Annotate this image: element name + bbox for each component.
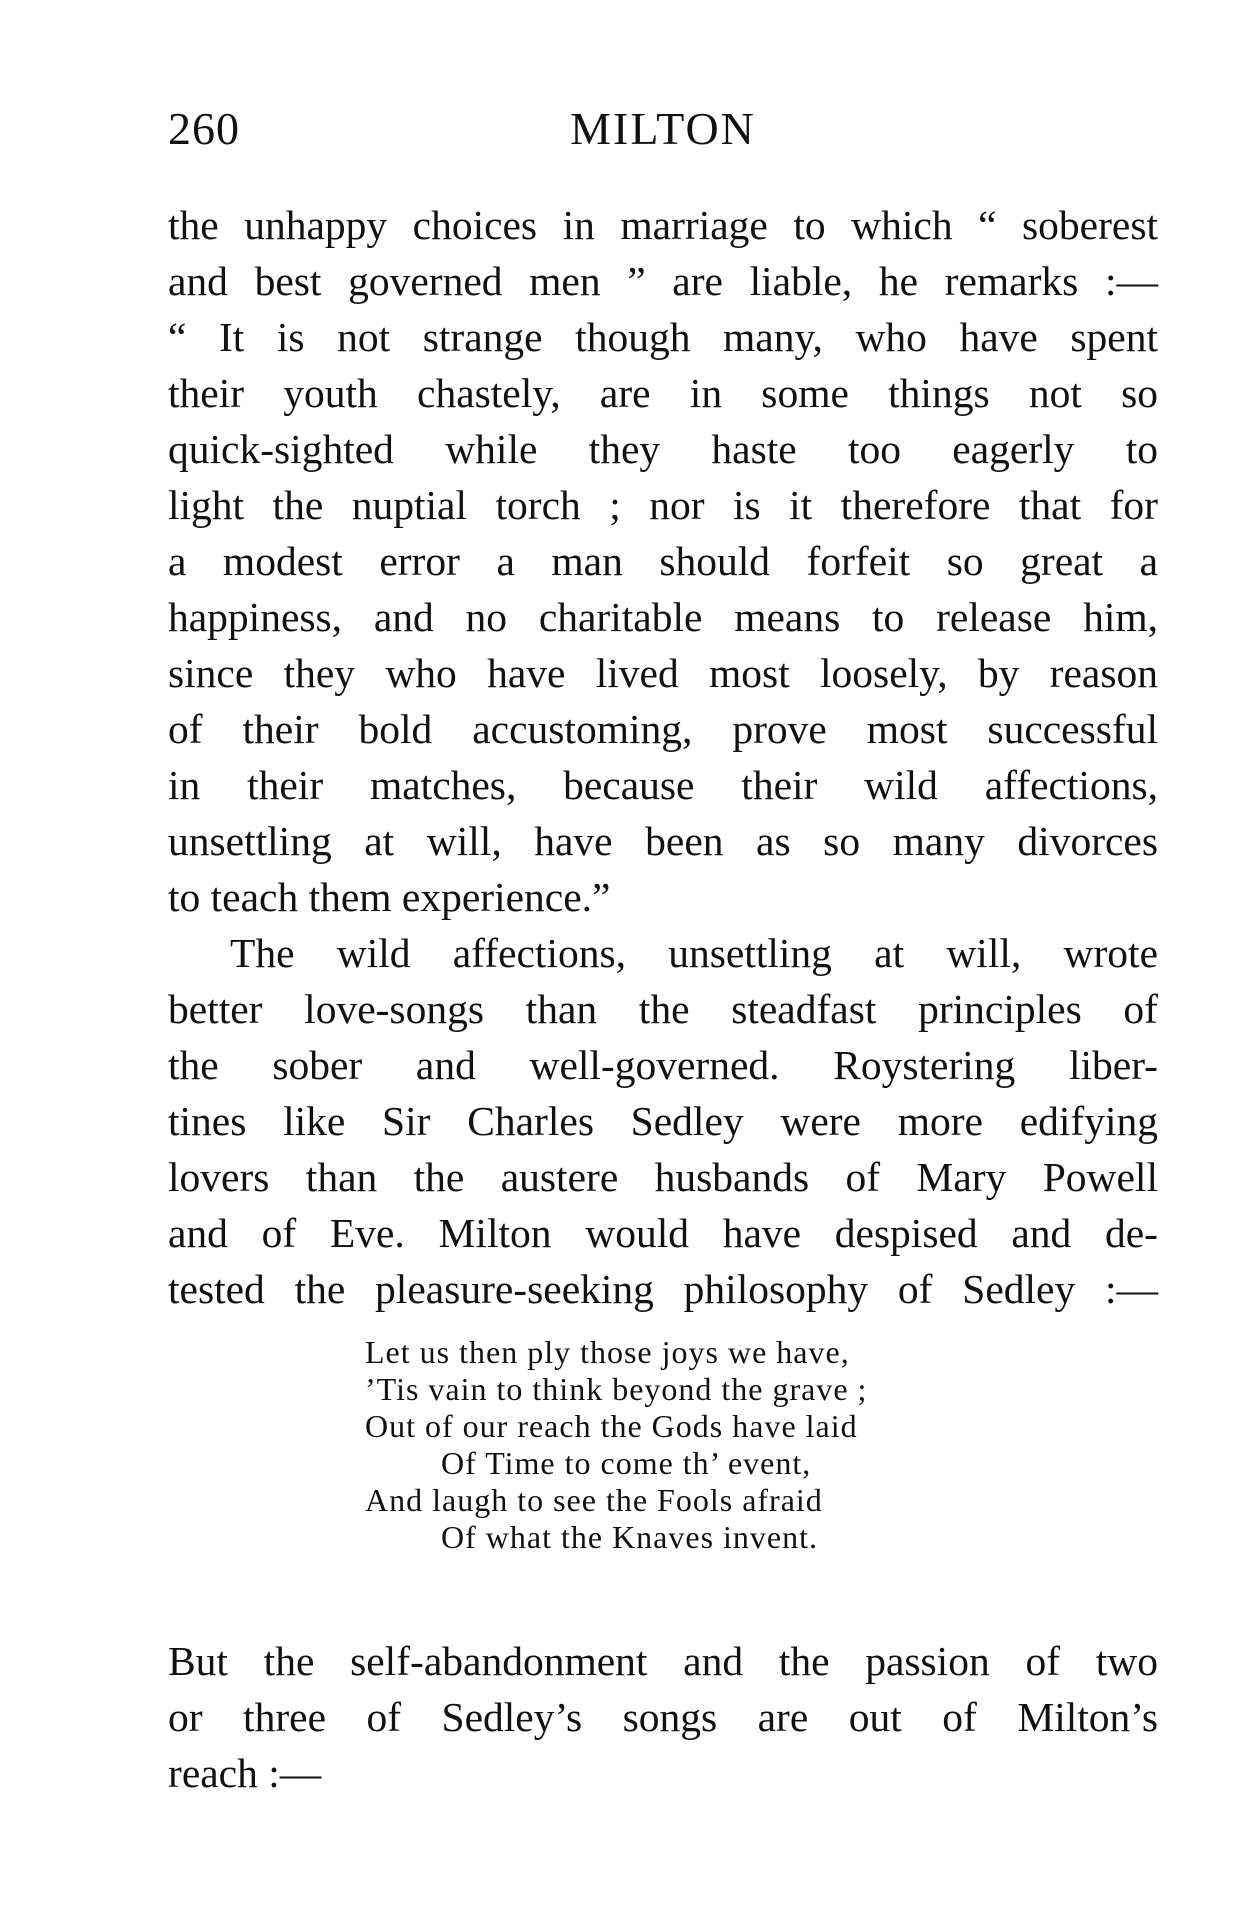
verse-line: Of Time to come th’ event, [441, 1445, 812, 1481]
text-line: in their matches, because their wild affections, [168, 762, 1158, 808]
text-line: better love-songs than the steadfast principles of [168, 986, 1158, 1032]
text-line: the unhappy choices in marriage to which “ soberest [168, 202, 1158, 248]
text-line: unsettling at will, have been as so many divorces [168, 818, 1158, 864]
text-line: happiness, and no charitable means to release him, [168, 594, 1158, 640]
verse-line: Let us then ply those joys we have, [365, 1334, 850, 1370]
page-header [168, 102, 1158, 162]
running-head: MILTON [570, 103, 756, 154]
verse-line: And laugh to see the Fools afraid [365, 1482, 823, 1518]
text-line: or three of Sedley’s songs are out of Milton’s [168, 1694, 1158, 1740]
text-line: a modest error a man should forfeit so great a [168, 538, 1158, 584]
text-line: since they who have lived most loosely, by reason [168, 650, 1158, 696]
text-line: and best governed men ” are liable, he remarks :— [168, 258, 1158, 304]
text-line: to teach them experience.” [168, 874, 611, 920]
text-line: quick-sighted while they haste too eagerly to [168, 426, 1158, 472]
page-number: 260 [168, 103, 240, 154]
verse-line: Out of our reach the Gods have laid [365, 1408, 858, 1444]
verse-line: ’Tis vain to think beyond the grave ; [365, 1371, 868, 1407]
text-line: of their bold accustoming, prove most successful [168, 706, 1158, 752]
paragraph-2 [168, 925, 1158, 1317]
text-line: tines like Sir Charles Sedley were more edifying [168, 1098, 1158, 1144]
text-line: their youth chastely, are in some things not so [168, 370, 1158, 416]
text-line: reach :— [168, 1750, 322, 1796]
text-line: the sober and well-governed. Roystering liber- [168, 1042, 1158, 1088]
text-line: “ It is not strange though many, who have spent [168, 314, 1158, 360]
paragraph-1 [168, 197, 1158, 925]
text-line: light the nuptial torch ; nor is it therefore that for [168, 482, 1158, 528]
text-line: lovers than the austere husbands of Mary Powell [168, 1154, 1158, 1200]
paragraph-3 [168, 1633, 1158, 1801]
verse-line: Of what the Knaves invent. [441, 1519, 819, 1555]
text-line: The wild affections, unsettling at will, wrote [230, 930, 1158, 976]
verse-quotation [365, 1334, 1005, 1556]
text-line: and of Eve. Milton would have despised and de- [168, 1210, 1158, 1256]
text-line: But the self-abandonment and the passion of two [168, 1638, 1158, 1684]
text-line: tested the pleasure-seeking philosophy of Sedley :— [168, 1266, 1158, 1312]
